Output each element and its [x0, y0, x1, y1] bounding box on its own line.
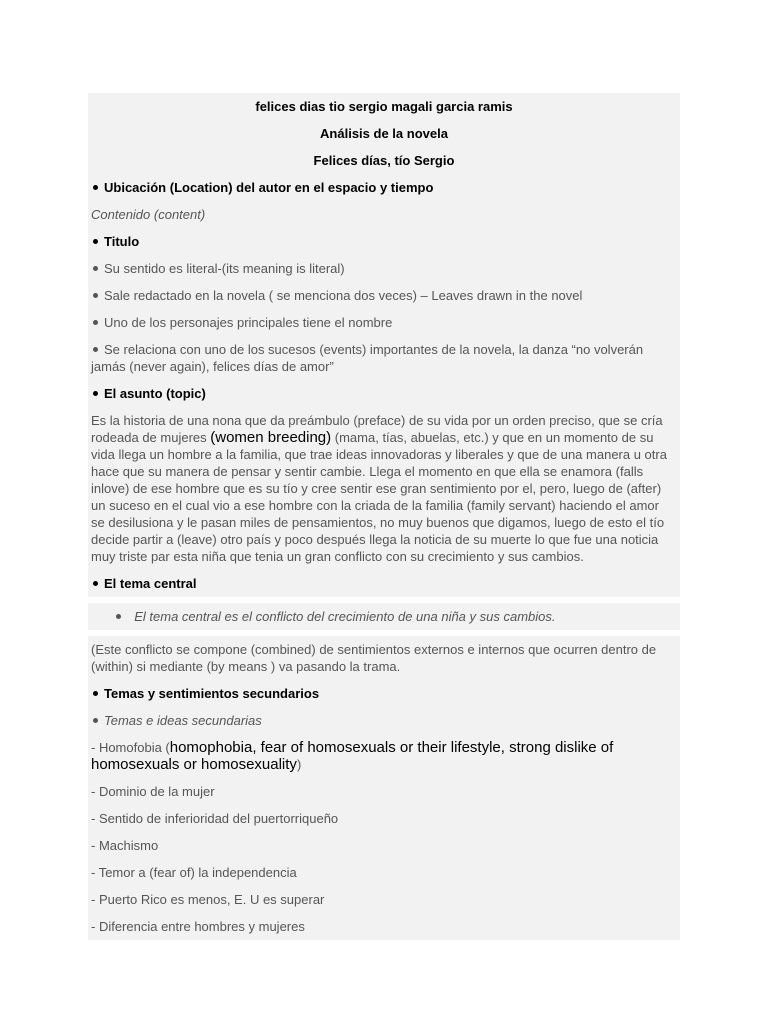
heading-tema: El tema central [88, 570, 680, 597]
bullet-icon [93, 239, 98, 244]
heading-asunto: El asunto (topic) [88, 380, 680, 407]
bullet-icon [93, 391, 98, 396]
tema-note: (Este conflicto se compone (combined) de sentimientos externos e internos que ocurren dentro de (within) si mediante (by means ) va pasando la trama. [91, 642, 657, 674]
tema-item: El tema central es el conflicto del crecimiento de una niña y sus cambios. [88, 603, 680, 630]
doc-title: felices dias tio sergio magali garcia ramis [255, 99, 513, 114]
heading-ubicacion: Ubicación (Location) del autor en el espacio y tiempo [88, 174, 680, 201]
bullet-icon [93, 293, 98, 298]
homofobia-item: - Homofobia (homophobia, fear of homosexuals or their lifestyle, strong dislike of homosexuals or homosexuality) [91, 739, 614, 773]
asunto-paragraph: Es la historia de una nona que da preámbulo (preface) de su vida por un orden preciso, que se cría rodeada de mujeres (women breeding) (mama, tías, abuelas, etc.) y que en un momento de su vida llega un hombre a la familia, que trae ideas innovadoras y liberales y que de una manera u otra hace que su manera de pensar y sentir cambie. Llega el momento en que ella se enamora (falls inlove) de ese hombre que es su tío y cree sentir ese gran sentimiento por el, pero, luego de (after) un suceso en el cual vio a ese hombre con la criada de la familia (family servant) haciendo el amor se desilusiona y le pasan miles de pensamientos, no muy buenos que digamos, luego de esto el tío decide partir a (leave) otro país y poco después llega la noticia de su muerte lo que fue una noticia muy triste par esta niña que tenia un gran conflicto con su crecimiento y sus cambios. [91, 413, 667, 564]
main-block [88, 93, 680, 597]
list-item: Sale redactado en la novela ( se menciona dos veces) – Leaves drawn in the novel [88, 282, 680, 309]
list-item: Temas e ideas secundarias [88, 707, 680, 734]
list-item: - Puerto Rico es menos, E. U es superar [91, 892, 325, 907]
document-page [88, 93, 680, 940]
list-item: Su sentido es literal-(its meaning is literal) [88, 255, 680, 282]
bullet-icon [93, 581, 98, 586]
bullet-icon [93, 266, 98, 271]
secondary-block [88, 636, 680, 940]
bullet-icon [116, 614, 121, 619]
novel-title: Felices días, tío Sergio [313, 153, 455, 168]
list-item: - Sentido de inferioridad del puertorriqueño [91, 811, 339, 826]
heading-titulo: Titulo [88, 228, 680, 255]
list-item: - Diferencia entre hombres y mujeres [91, 919, 305, 934]
list-item: Se relaciona con uno de los sucesos (events) importantes de la novela, la danza “no volverán jamás (never again), felices días de amor” [91, 342, 644, 374]
bullet-icon [93, 718, 98, 723]
list-item: Uno de los personajes principales tiene el nombre [88, 309, 680, 336]
list-item: - Dominio de la mujer [91, 784, 215, 799]
bullet-icon [93, 320, 98, 325]
doc-subtitle: Análisis de la novela [320, 126, 448, 141]
bullet-icon [93, 691, 98, 696]
bullet-icon [93, 347, 98, 352]
list-item: - Machismo [91, 838, 159, 853]
bullet-icon [93, 185, 98, 190]
list-item: - Temor a (fear of) la independencia [91, 865, 297, 880]
contenido-label: Contenido (content) [91, 207, 206, 222]
heading-secundarios: Temas y sentimientos secundarios [88, 680, 680, 707]
